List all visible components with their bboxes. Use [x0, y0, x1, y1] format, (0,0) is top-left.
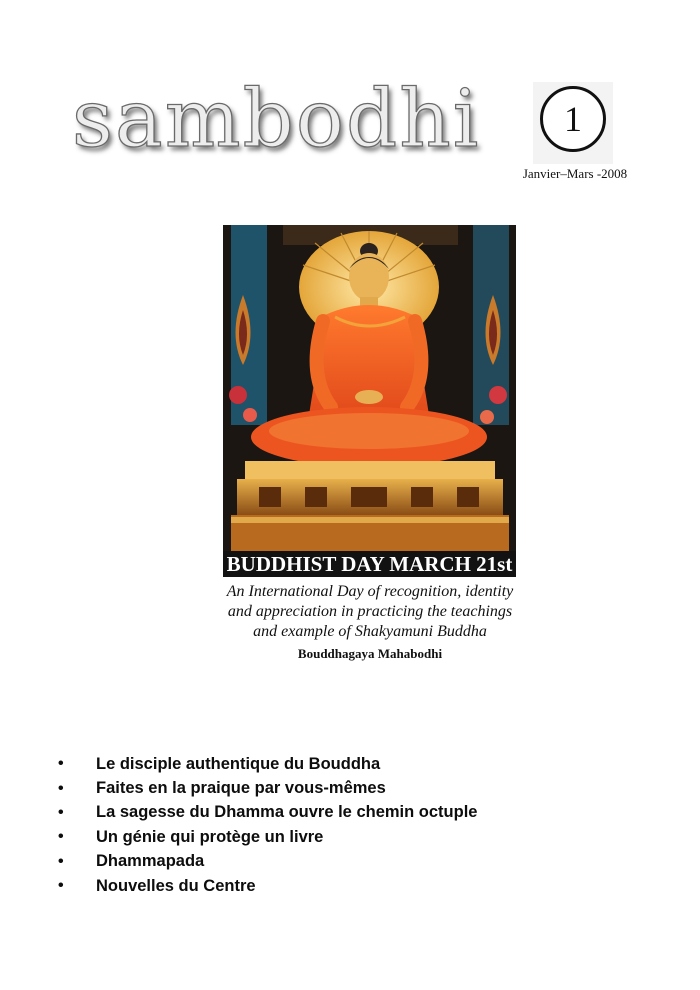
buddha-statue-image [223, 225, 516, 577]
contents-item-label: Un génie qui protège un livre [96, 827, 324, 846]
issue-date: Janvier–Mars -2008 [522, 166, 628, 181]
bullet-icon: • [58, 803, 64, 821]
bullet-icon: • [58, 755, 64, 773]
bullet-icon: • [58, 852, 64, 870]
cover-photo [223, 225, 516, 577]
contents-item [58, 801, 477, 825]
table-of-contents [58, 752, 477, 898]
contents-item-label: Nouvelles du Centre [96, 876, 256, 895]
contents-item-label: Faites en la praique par vous-mêmes [96, 779, 386, 798]
caption-line: and example of Shakyamuni Buddha [253, 623, 487, 640]
bullet-icon: • [58, 779, 64, 797]
contents-item [58, 850, 477, 874]
contents-item [58, 825, 477, 849]
cover-caption [160, 582, 580, 642]
issue-number-badge: 1 [540, 86, 606, 152]
bullet-icon: • [58, 828, 64, 846]
contents-item-label: Le disciple authentique du Bouddha [96, 754, 381, 773]
contents-item-label: Dhammapada [96, 852, 205, 871]
contents-item [58, 776, 477, 800]
contents-item [58, 874, 477, 898]
bullet-icon: • [58, 877, 64, 895]
photo-location: Bouddhagaya Mahabodhi [297, 646, 443, 661]
caption-line: An International Day of recognition, identity [226, 583, 514, 600]
buddhist-day-banner: BUDDHIST DAY MARCH 21st [223, 551, 516, 577]
contents-item [58, 752, 477, 776]
contents-item-label: La sagesse du Dhamma ouvre le chemin octuple [96, 803, 478, 822]
magazine-title: sambodhi [72, 72, 481, 165]
caption-line: and appreciation in practicing the teachings [227, 603, 513, 620]
